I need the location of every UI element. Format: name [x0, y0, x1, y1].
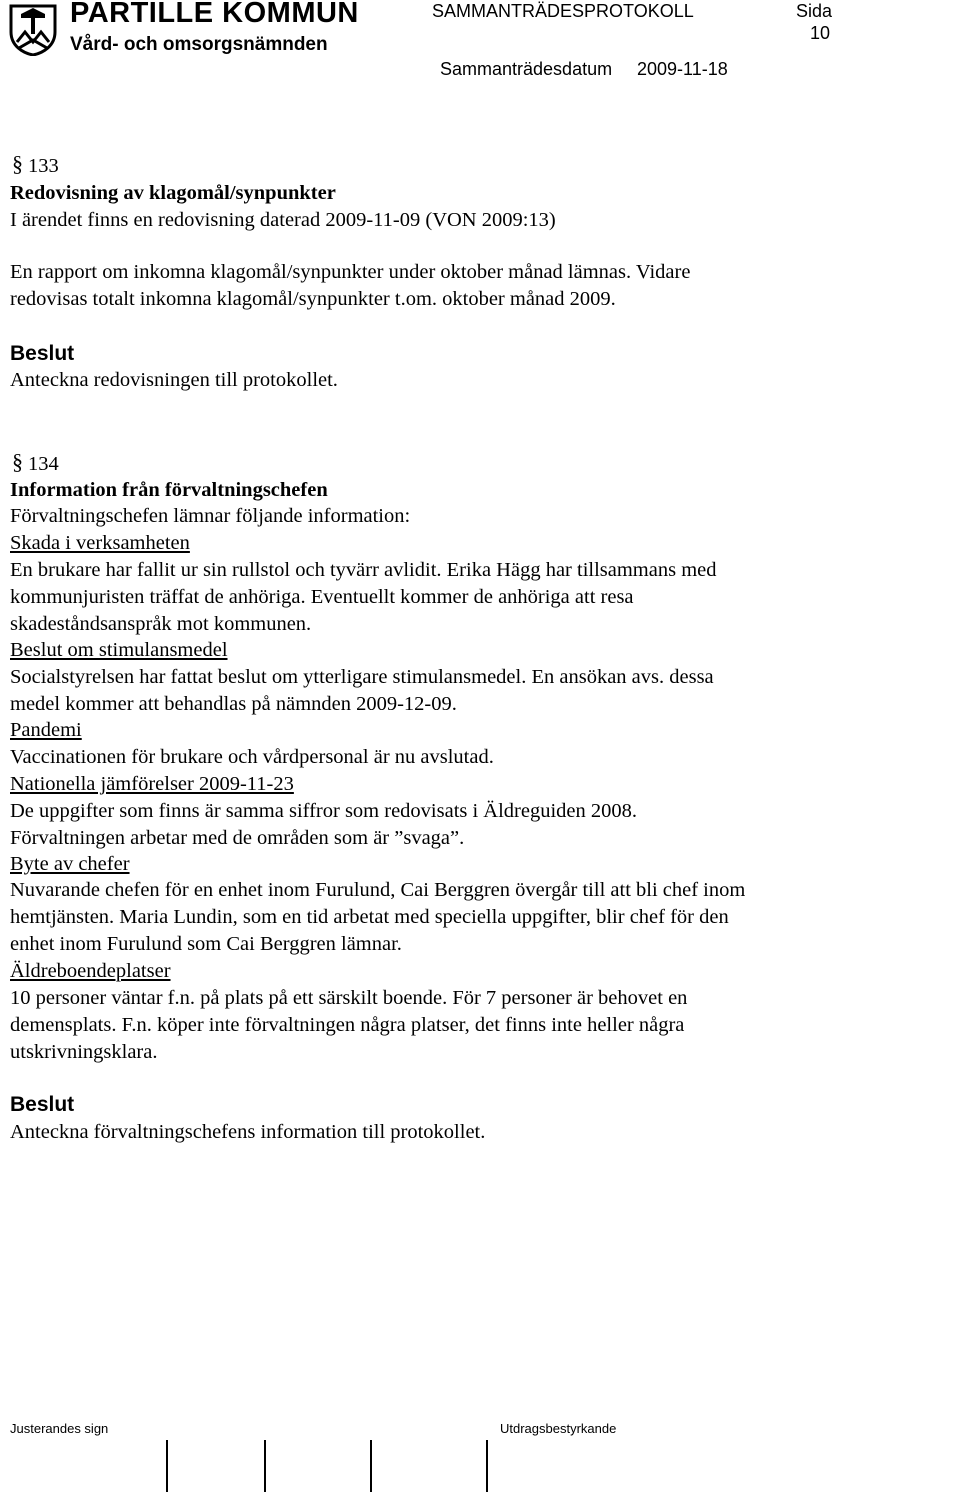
topic-heading-aldreboendeplatser: Äldreboendeplatser [10, 960, 171, 982]
topic-line: demensplats. F.n. köper inte förvaltningen några platser, det finns inte heller några [10, 1014, 685, 1036]
topic-line: Socialstyrelsen har fattat beslut om ytterligare stimulansmedel. En ansökan avs. dessa [10, 666, 714, 688]
page-number: 10 [810, 23, 831, 43]
section-133-beslut-heading: Beslut [10, 342, 75, 365]
topic-line: utskrivningsklara. [10, 1041, 158, 1063]
org-name: PARTILLE KOMMUN [70, 0, 359, 29]
topic-heading-jamforelser: Nationella jämförelser 2009-11-23 [10, 773, 294, 795]
section-134-title: Information från förvaltningschefen [10, 479, 328, 501]
section-133-line: redovisas totalt inkomna klagomål/synpunkter t.om. oktober månad 2009. [10, 288, 616, 310]
topic-heading-pandemi: Pandemi [10, 719, 82, 741]
footer-signature-label: Justerandes sign [10, 1421, 109, 1436]
section-134-intro: Förvaltningschefen lämnar följande information: [10, 505, 411, 527]
topic-line: Vaccinationen för brukare och vårdpersonal är nu avslutad. [10, 746, 494, 768]
topic-line: enhet inom Furulund som Cai Berggren lämnar. [10, 933, 402, 955]
signature-box-divider [370, 1440, 372, 1492]
meeting-date-value: 2009-11-18 [637, 59, 728, 79]
section-133-mark: § [12, 151, 23, 176]
signature-box-divider [264, 1440, 266, 1492]
signature-box-divider [486, 1440, 488, 1492]
section-133-line: En rapport om inkomna klagomål/synpunkter under oktober månad lämnas. Vidare [10, 261, 691, 283]
section-133-line: I ärendet finns en redovisning daterad 2009-11-09 (VON 2009:13) [10, 209, 556, 231]
section-134-number: 134 [28, 453, 59, 475]
topic-heading-stimulansmedel: Beslut om stimulansmedel [10, 639, 228, 661]
page-label: Sida [796, 1, 833, 21]
section-134-beslut-heading: Beslut [10, 1093, 75, 1116]
section-133-beslut-text: Anteckna redovisningen till protokollet. [10, 369, 338, 391]
topic-line: hemtjänsten. Maria Lundin, som en tid arbetat med speciella uppgifter, blir chef för den [10, 906, 729, 928]
section-133-title: Redovisning av klagomål/synpunkter [10, 182, 336, 204]
topic-line: En brukare har fallit ur sin rullstol och tyvärr avlidit. Erika Hägg har tillsammans med [10, 559, 717, 581]
topic-line: skadeståndsanspråk mot kommunen. [10, 613, 312, 635]
topic-line: Nuvarande chefen för en enhet inom Furulund, Cai Berggren övergår till att bli chef inom [10, 879, 746, 901]
topic-line: De uppgifter som finns är samma siffror som redovisats i Äldreguiden 2008. [10, 800, 638, 822]
section-134-beslut-text: Anteckna förvaltningschefens information till protokollet. [10, 1121, 486, 1143]
document-type: SAMMANTRÄDESPROTOKOLL [432, 1, 694, 21]
footer-certification-label: Utdragsbestyrkande [500, 1421, 617, 1436]
topic-heading-byte-av-chefer: Byte av chefer [10, 853, 130, 875]
municipality-crest-icon [7, 2, 59, 56]
topic-line: medel kommer att behandlas på nämnden 2009-12-09. [10, 693, 457, 715]
topic-heading-skada: Skada i verksamheten [10, 532, 190, 554]
topic-line: kommunjuristen träffat de anhöriga. Eventuellt kommer de anhöriga att resa [10, 586, 634, 608]
signature-box-divider [166, 1440, 168, 1492]
section-133-number: 133 [28, 155, 59, 177]
topic-line: Förvaltningen arbetar med de områden som är ”svaga”. [10, 827, 465, 849]
meeting-date-label: Sammanträdesdatum [440, 59, 613, 79]
topic-line: 10 personer väntar f.n. på plats på ett särskilt boende. För 7 personer är behovet en [10, 987, 688, 1009]
org-subtitle: Vård- och omsorgsnämnden [70, 34, 328, 55]
section-134-mark: § [12, 449, 23, 474]
